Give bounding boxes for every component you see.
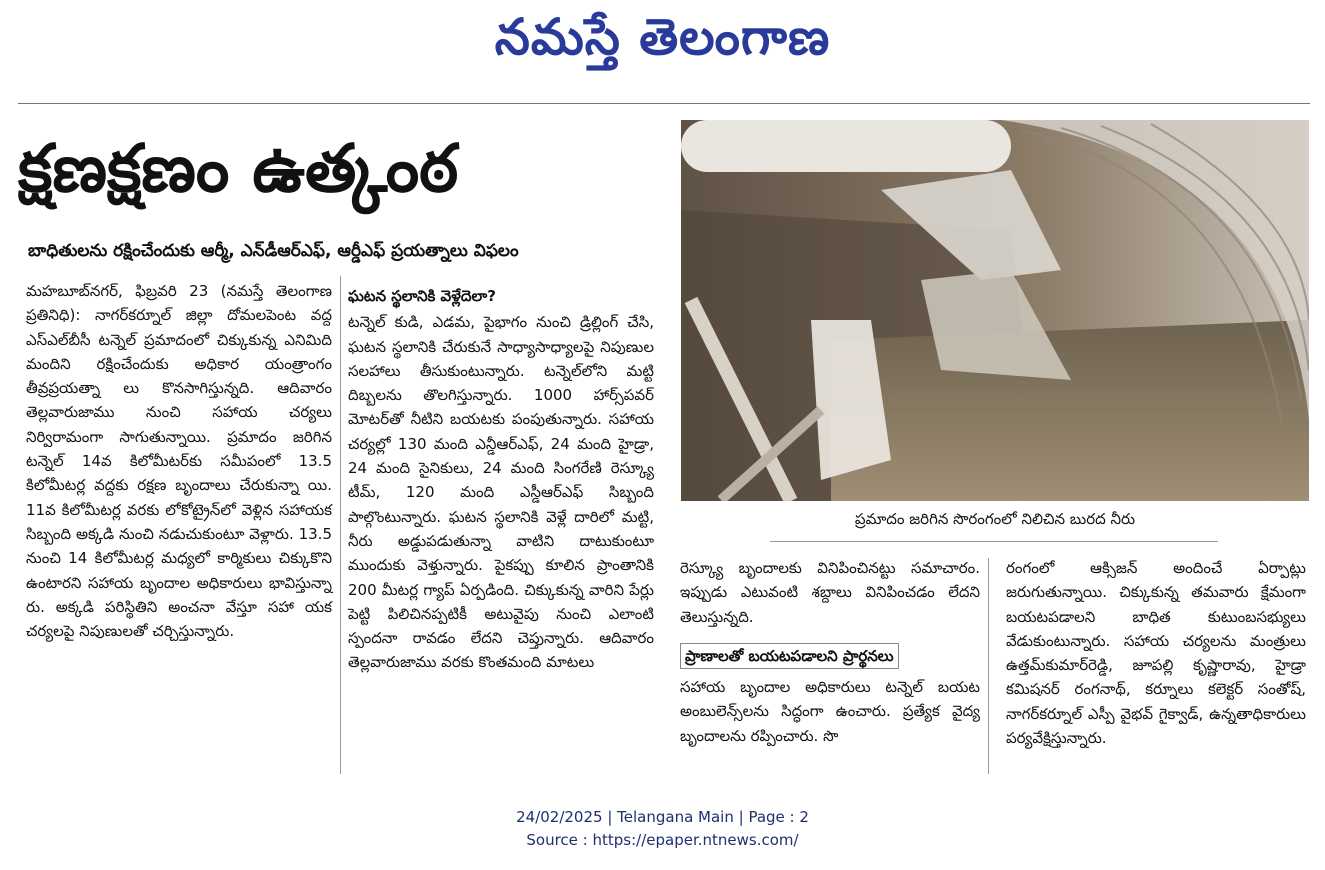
column-divider	[988, 558, 989, 774]
article-column-4	[1006, 556, 1306, 750]
column-2-subheading: ఘటన స్థలానికి వెళ్లేదెలా?	[348, 287, 496, 305]
ventilation-duct	[681, 120, 1011, 172]
tunnel-photo-illustration	[681, 120, 1309, 501]
masthead-logo-title: నమస్తే తెలంగాణ	[494, 8, 831, 66]
tunnel-photo	[681, 120, 1309, 501]
article-column-1	[26, 279, 332, 643]
article-column-3	[680, 556, 980, 748]
masthead-divider	[18, 103, 1310, 104]
article-headline: క్షణక్షణం ఉత్కంఠ	[18, 130, 459, 207]
column-divider	[340, 276, 341, 774]
article-column-2	[348, 284, 654, 675]
column-2-text: టన్నెల్ కుడి, ఎడమ, పైభాగం నుంచి డ్రిల్లింగ్ చేసి, ఘటన స్థలానికి చేరుకునే సాధ్యాసాధ్యాలపై నిపుణుల సలహాలు తీసుకుంటున్నారు. టన్నెల్‌లోని మట్టి దిబ్బలను తొలగిస్తున్నారు. 1000 హార్స్‌పవర్ మోటర్‌తో నీటిని బయటకు పంపుతున్నారు. సహాయ చర్యల్లో 130 మంది ఎన్డీఆర్ఎఫ్, 24 మంది హైడ్రా, 24 మంది సైనికులు, 24 మంది సింగరేణి రెస్క్యూ టీమ్, 120 మంది ఎస్డీఆర్ఎఫ్ సిబ్బంది పాల్గొంటున్నారు. ఘటన స్థలానికి వెళ్లే దారిలో మట్టి, నీరు అడ్డుపడుతున్నా వాటిని దాటుకుంటూ ముందుకు వెళ్తున్నారు. పైకప్పు కూలిన ప్రాంతానికి 200 మీటర్ల గ్యాప్ ఏర్పడింది. చిక్కుకున్న వారిని పేర్లు పెట్టి పిలిచినప్పటికీ అటువైపు నుంచి ఎలాంటి స్పందనా రావడం లేదని చెప్తున్నారు. ఆదివారం తెల్లవారుజాము వరకు కొంతమంది మాటలు	[348, 313, 654, 672]
column-4-text: రంగంలో ఆక్సిజన్ అందించే ఏర్పాట్లు జరుగుతున్నాయి. చిక్కుకున్న తమవారు క్షేమంగా బయటపడాలని బాధిత కుటుంబసభ్యులు వేడుకుంటున్నారు. సహాయ చర్యలను మంత్రులు ఉత్తమ్‌కుమార్‌రెడ్డి, జూపల్లి కృష్ణారావు, హైడ్రా కమిషనర్ రంగనాథ్, కర్నూలు కలెక్టర్ సంతోష్, నాగర్‌కర్నూల్ ఎస్పీ వైభవ్ గైక్వాడ్, ఉన్నతాధికారులు పర్యవేక్షిస్తున్నారు.	[1006, 559, 1306, 748]
masthead	[0, 0, 1325, 96]
column-3-text-bottom: సహాయ బృందాల అధికారులు టన్నెల్ బయట అంబులెన్స్‌లను సిద్ధంగా ఉంచారు. ప్రత్యేక వైద్య బృందాలను రప్పించారు. సొ	[680, 678, 980, 745]
page-footer	[0, 806, 1325, 852]
column-3-subheading: ప్రాణాలతో బయటపడాలని ప్రార్థనలు	[680, 643, 899, 669]
footer-date-edition: 24/02/2025 | Telangana Main | Page : 2	[516, 808, 809, 826]
photo-caption: ప్రమాదం జరిగిన సొరంగంలో నిలిచిన బురద నీరు	[854, 510, 1136, 528]
footer-source: Source : https://epaper.ntnews.com/	[526, 831, 799, 849]
column-1-text: మహబూబ్‌నగర్, ఫిబ్రవరి 23 (నమస్తే తెలంగాణ ప్రతినిధి): నాగర్‌కర్నూల్ జిల్లా దోమలపెంట వద్ద ఎస్ఎల్‌బీసీ టన్నెల్ ప్రమాదంలో చిక్కుకున్న ఎనిమిది మందిని రక్షించేందుకు అధికార యంత్రాంగం తీవ్రప్రయత్నా లు కొనసాగిస్తున్నది. ఆదివారం తెల్లవారుజాము నుంచి సహాయ చర్యలు నిర్విరామంగా సాగుతున్నాయి. ప్రమాదం జరిగిన టన్నెల్ 14వ కిలోమీటర్‌కు సమీపంలో 13.5 కిలోమీటర్ల వద్దకు రక్షణ బృందాలు చేరుకున్నా యి. 11వ కిలోమీటర్ల వరకు లోకోట్రైన్‌లో వెళ్లిన సహాయక సిబ్బంది అక్కడి నుంచి నడుచుకుంటూ వెళ్లారు. 13.5 నుంచి 14 కిలోమీటర్ల మధ్యలో కార్మికులు చిక్కుకొని ఉంటారని సహాయ బృందాల అధికారులు భావిస్తున్నా రు. అక్కడి పరిస్థితిని అంచనా వేస్తూ సహా యక చర్యలపై నిపుణులతో చర్చిస్తున్నారు.	[26, 282, 332, 641]
article-subheadline: బాధితులను రక్షించేందుకు ఆర్మీ, ఎన్‌డీఆర్‌ఎఫ్, ఆర్డీఎఫ్ ప్రయత్నాలు విఫలం	[28, 241, 519, 261]
caption-divider	[770, 541, 1218, 542]
column-3-text-top: రెస్క్యూ బృందాలకు వినిపించినట్టు సమాచారం. ఇప్పుడు ఎటువంటి శబ్దాలు వినిపించడం లేదని తెలుస్తున్నది.	[680, 559, 980, 626]
